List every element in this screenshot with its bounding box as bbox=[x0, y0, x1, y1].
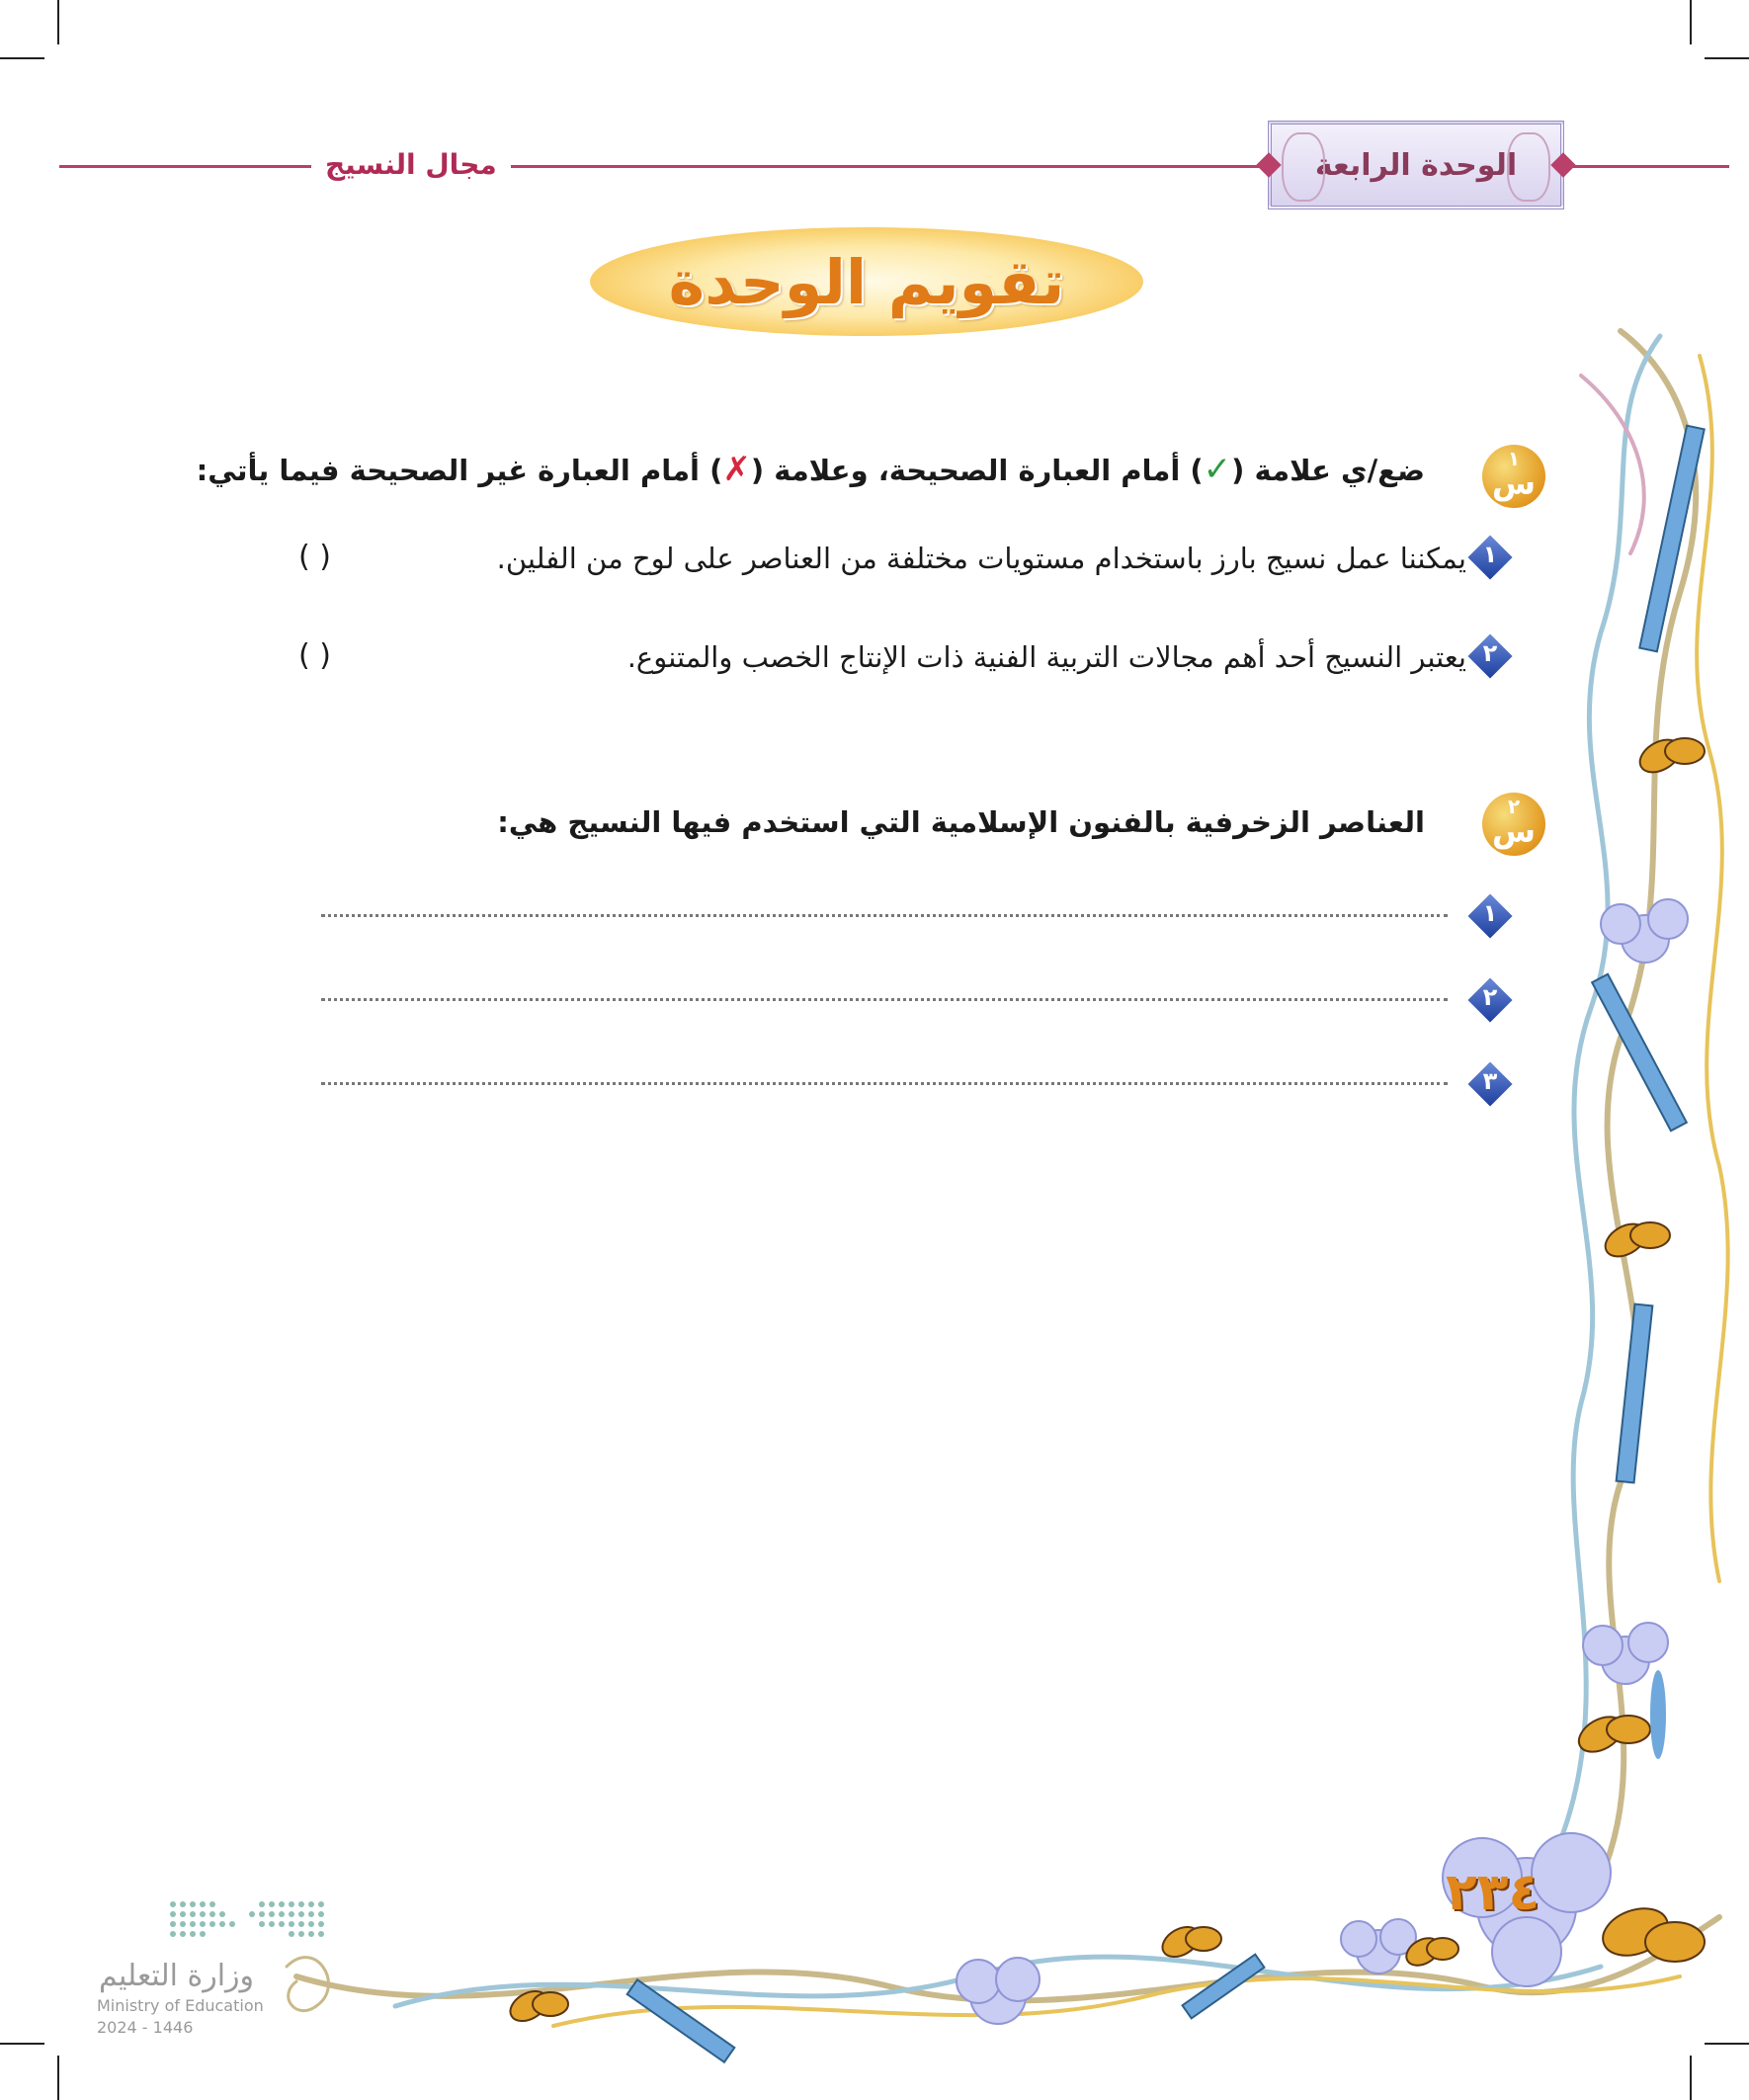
question-number: ٢ bbox=[1507, 795, 1521, 818]
item-marker: ٣ bbox=[1470, 1062, 1518, 1110]
statement-text: يمكننا عمل نسيج بارز باستخدام مستويات مختلفة من العناصر على لوح من الفلين. bbox=[496, 542, 1466, 575]
item-marker: ١ bbox=[1470, 894, 1518, 942]
item-marker: ١ bbox=[1470, 536, 1518, 583]
answer-blank[interactable]: ( ) bbox=[298, 638, 331, 673]
page-number: ٢٣٤ bbox=[1446, 1863, 1541, 1922]
question-prompt: ضع/ي علامة (✓) أمام العبارة الصحيحة، وعلامة (✗) أمام العبارة غير الصحيحة فيما يأتي: bbox=[196, 450, 1425, 489]
page-title: تقويم الوحدة bbox=[668, 245, 1065, 318]
statement-text: يعتبر النسيج أحد أهم مجالات التربية الفنية ذات الإنتاج الخصب والمتنوع. bbox=[626, 640, 1466, 674]
check-mark-icon: ✓ bbox=[1203, 450, 1232, 489]
unit-label: الوحدة الرابعة bbox=[1314, 147, 1518, 183]
question-prompt: العناصر الزخرفية بالفنون الإسلامية التي استخدم فيها النسيج هي: bbox=[497, 805, 1425, 839]
ministry-name-english: Ministry of Education bbox=[97, 1996, 264, 2015]
question-number: ١ bbox=[1507, 447, 1521, 470]
ministry-logo-icon bbox=[168, 1899, 326, 1939]
edition-year: 2024 - 1446 bbox=[97, 2018, 194, 2037]
item-marker: ٢ bbox=[1470, 634, 1518, 682]
question-letter: س bbox=[1491, 464, 1537, 502]
x-mark-icon: ✗ bbox=[722, 450, 751, 489]
question-letter: س bbox=[1491, 812, 1537, 850]
item-marker: ٢ bbox=[1470, 978, 1518, 1026]
domain-label: مجال النسيج bbox=[311, 148, 511, 181]
answer-blank[interactable]: ( ) bbox=[298, 540, 331, 574]
ministry-name-arabic: وزارة التعليم bbox=[99, 1959, 255, 1993]
